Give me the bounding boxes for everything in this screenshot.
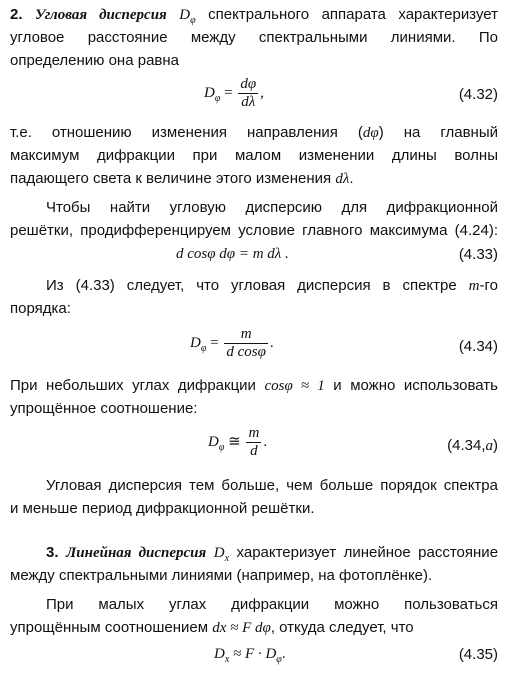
eq-punct: . <box>269 334 274 351</box>
term-linear-dispersion: Линейная дисперсия <box>66 545 207 561</box>
eq-lhs: $D_x$ <box>214 646 230 665</box>
symbol-d-phi: $D_\varphi$ <box>179 7 196 26</box>
eq-sign: = <box>210 334 219 351</box>
equation-label-4-32: (4.32) <box>458 86 498 103</box>
fraction-denominator: d <box>250 443 258 459</box>
paragraph-line: максимум дифракции при малом изменении длины волны <box>10 147 498 164</box>
symbol-m: m <box>468 278 480 294</box>
paragraph-line: Угловая дисперсия тем больше, чем больше порядок спектра <box>46 477 498 494</box>
paragraph-line: падающего света к величине этого изменения dλ. <box>10 170 354 187</box>
item-number: 2. <box>10 6 23 23</box>
eq-punct: . <box>263 433 268 450</box>
equation-4-33: d cosφ dφ = m dλ . <box>176 246 289 262</box>
eq-punct: , <box>260 84 264 101</box>
paragraph-line: упрощённое соотношение: <box>10 400 198 417</box>
paragraph-line: и меньше период дифракционной решётки. <box>10 500 315 517</box>
paragraph-line: Чтобы найти угловую дисперсию для дифракционной <box>46 199 498 216</box>
paragraph-text: спектрального аппарата характеризует <box>208 6 498 23</box>
fraction <box>238 76 258 111</box>
paragraph-line: При небольших углах дифракции cosφ ≈ 1 и можно использовать <box>10 377 498 394</box>
eq-punct: . <box>281 646 286 662</box>
fraction <box>246 425 261 460</box>
paragraph-text: характеризует линейное расстояние <box>236 544 499 561</box>
equation-label-4-34: (4.34) <box>458 338 498 355</box>
paragraph-line: упрощённым соотношением dx ≈ F dφ, откуда следует, что <box>10 619 414 636</box>
symbol-dx-approx: dx ≈ F dφ <box>212 620 271 636</box>
eq-sign: ≅ <box>228 433 241 450</box>
equation-4-32 <box>204 76 264 111</box>
fraction <box>224 326 268 361</box>
paragraph-line: Из (4.33) следует, что угловая дисперсия в спектре m-го <box>46 277 498 294</box>
fraction-numerator: m <box>224 326 268 344</box>
term-angular-dispersion: Угловая дисперсия <box>35 7 167 23</box>
symbol-dphi: dφ <box>362 125 379 141</box>
fraction-denominator: dλ <box>241 94 256 110</box>
paragraph-line: решётки, продифференцируем условие главного максимума (4.24): <box>10 222 498 239</box>
paragraph-line: между спектральными линиями (например, на фотоплёнке). <box>10 567 433 584</box>
paragraph-line: При малых углах дифракции можно пользоваться <box>46 596 498 613</box>
paragraph-line: порядка: <box>10 300 71 317</box>
equation-4-34 <box>190 326 274 361</box>
fraction-numerator: dφ <box>240 76 257 92</box>
eq-lhs: $D_\varphi$ <box>190 334 207 354</box>
equation-label-4-35: (4.35) <box>458 646 498 663</box>
paragraph-line: угловое расстояние между спектральными линиями. По <box>10 29 498 46</box>
symbol-d-x: $D_x$ <box>213 545 230 564</box>
equation-label-4-33: (4.33) <box>458 246 498 263</box>
eq-lhs: $D_\varphi$ <box>204 84 221 104</box>
paragraph-line: определению она равна <box>10 52 180 69</box>
equation-4-35 <box>214 646 286 665</box>
equation-label-4-34a: (4.34,a) <box>447 437 498 454</box>
fraction-denominator: d cosφ <box>226 344 266 360</box>
symbol-dlambda: dλ <box>335 171 350 187</box>
symbol-cos-approx: cosφ ≈ 1 <box>264 378 325 394</box>
eq-rhs: ≈ $F \cdot D_\varphi$ <box>233 646 282 665</box>
paragraph-line: т.е. отношению изменения направления (dφ) на главный <box>10 124 498 141</box>
equation-4-34a <box>208 425 267 460</box>
item-number: 3. <box>46 544 59 561</box>
eq-sign: = <box>224 84 233 101</box>
fraction-numerator: m <box>248 425 260 441</box>
eq-lhs: $D_\varphi$ <box>208 433 225 453</box>
